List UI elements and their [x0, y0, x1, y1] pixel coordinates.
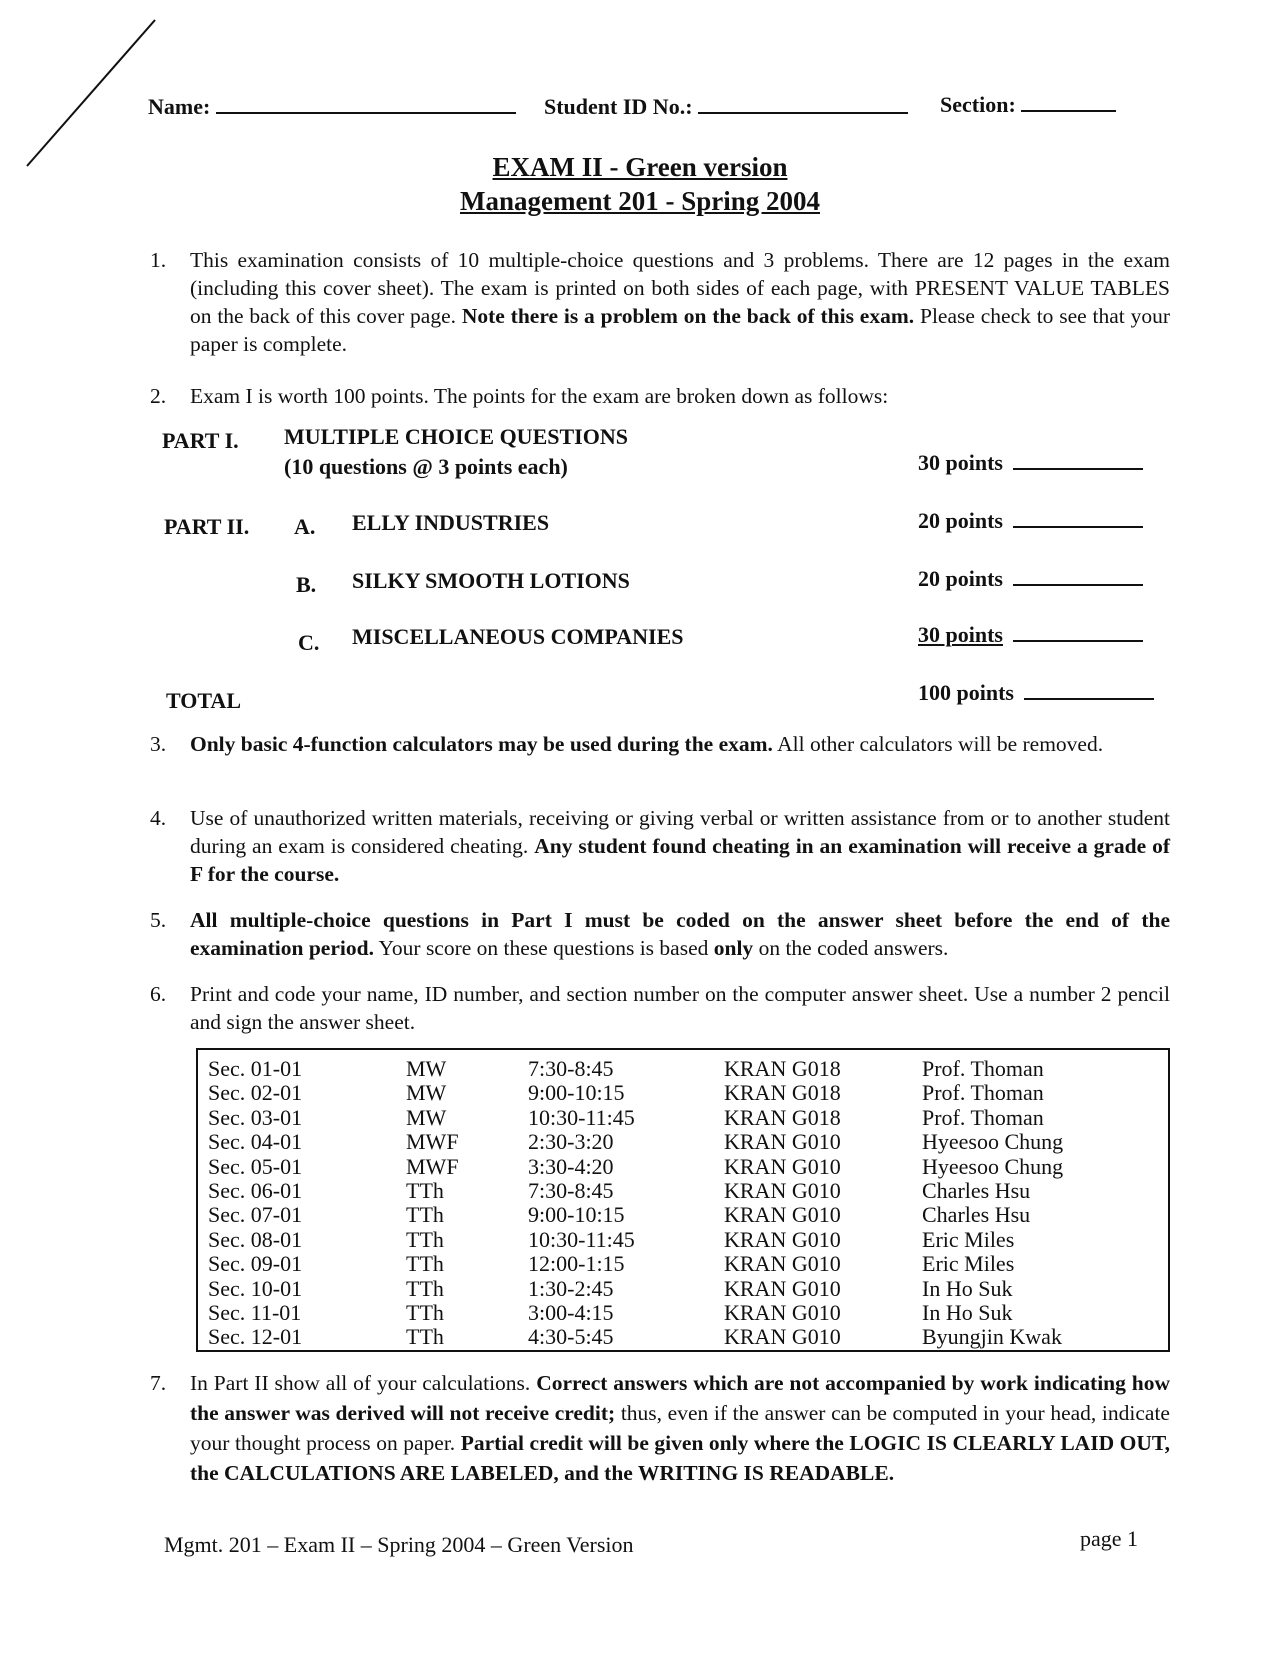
room: KRAN G010	[724, 1300, 841, 1325]
instruction-number: 5.	[150, 908, 167, 932]
section-number: Sec. 01-01	[208, 1056, 303, 1081]
instruction-text: thus, even if the answer can be computed in your head, indicate your thought process on paper.	[190, 1401, 1170, 1455]
name-field[interactable]	[148, 92, 516, 120]
meeting-days: TTh	[406, 1226, 444, 1252]
meeting-days: TTh	[406, 1300, 444, 1325]
section-number: Sec. 10-01	[208, 1275, 303, 1301]
instruction-emphasis: All multiple-choice questions in Part I must be coded on the answer sheet before the end of the examination period.	[190, 908, 1170, 960]
room: KRAN G010	[724, 1153, 841, 1179]
instruction-1	[150, 246, 1170, 358]
instruction-number: 7.	[150, 1371, 167, 1395]
instruction-emphasis: Note there is a problem on the back of this exam.	[461, 304, 915, 328]
part2c-points-row	[918, 622, 1143, 648]
instructor: Charles Hsu	[922, 1202, 1031, 1228]
section-row	[198, 1251, 1168, 1275]
section-row	[198, 1300, 1168, 1324]
instruction-number: 2.	[150, 384, 167, 408]
instruction-3	[150, 730, 1170, 758]
total-points-row	[918, 680, 1154, 706]
part2a-title: ELLY INDUSTRIES	[352, 510, 550, 535]
section-number: Sec. 04-01	[208, 1129, 303, 1155]
instruction-text: Please check to see that your paper is complete.	[190, 304, 1171, 356]
instructor: Hyeesoo Chung	[922, 1153, 1064, 1179]
instruction-text: on the coded answers.	[758, 936, 949, 960]
section-row	[198, 1227, 1168, 1251]
instruction-emphasis: Correct answers which are not accompanied by work indicating how the answer was derived will not receive credit;	[190, 1371, 1171, 1425]
meeting-days: TTh	[406, 1275, 444, 1301]
instructor: Prof. Thoman	[922, 1056, 1044, 1081]
meeting-days: TTh	[406, 1251, 444, 1277]
meeting-days: TTh	[406, 1202, 444, 1228]
meeting-time: 10:30-11:45	[528, 1226, 635, 1252]
room: KRAN G010	[724, 1275, 841, 1301]
room: KRAN G018	[724, 1056, 841, 1081]
section-label: Section:	[940, 92, 1016, 117]
total-points: 100 points	[918, 680, 1014, 705]
meeting-days: MWF	[406, 1129, 459, 1155]
part2a-points-row	[918, 508, 1143, 534]
section-number: Sec. 06-01	[208, 1178, 303, 1203]
meeting-time: 3:30-4:20	[528, 1153, 614, 1179]
section-number: Sec. 02-01	[208, 1080, 303, 1106]
part2b-points-row	[918, 566, 1143, 592]
meeting-days: MW	[406, 1056, 447, 1081]
score-blank[interactable]	[1013, 450, 1143, 470]
instruction-emphasis: Any student found cheating in an examination will receive a grade of F for the course.	[190, 834, 1171, 886]
section-schedule-table	[196, 1048, 1170, 1352]
part1-points-row	[918, 450, 1143, 476]
instruction-text: Exam I is worth 100 points. The points for the exam are broken down as follows:	[190, 384, 889, 408]
pen-slash-mark	[25, 18, 165, 168]
section-row	[198, 1276, 1168, 1300]
instruction-number: 3.	[150, 732, 167, 756]
room: KRAN G010	[724, 1226, 841, 1252]
instructor: Prof. Thoman	[922, 1104, 1044, 1130]
instruction-7	[150, 1368, 1170, 1488]
meeting-time: 3:00-4:15	[528, 1300, 614, 1325]
meeting-days: MW	[406, 1104, 447, 1130]
score-blank[interactable]	[1024, 680, 1154, 700]
meeting-time: 12:00-1:15	[528, 1251, 625, 1277]
meeting-days: TTh	[406, 1178, 444, 1203]
instruction-text: All other calculators will be removed.	[777, 732, 1104, 756]
section-row	[198, 1202, 1168, 1226]
meeting-days: MW	[406, 1080, 447, 1106]
instructor: In Ho Suk	[922, 1275, 1013, 1301]
page-number: page 1	[1080, 1526, 1139, 1551]
part2-label: PART II.	[164, 514, 250, 539]
meeting-time: 4:30-5:45	[528, 1324, 614, 1350]
instruction-text: Use of unauthorized written materials, receiving or giving verbal or written assistance from or to another student during an exam is considered cheating.	[190, 806, 1170, 858]
part1-points: 30 points	[918, 450, 1003, 475]
instruction-emphasis: Only basic 4-function calculators may be used during the exam.	[190, 732, 773, 756]
instruction-emphasis: Partial credit will be given only where the LOGIC IS CLEARLY LAID OUT, the CALCULATIONS ARE LABELED, and the WRITING IS READABLE.	[190, 1431, 1170, 1485]
score-blank[interactable]	[1013, 566, 1143, 586]
instructor: In Ho Suk	[922, 1300, 1013, 1325]
instructor: Eric Miles	[922, 1226, 1015, 1252]
instruction-5	[150, 906, 1170, 962]
instruction-emphasis: only	[713, 936, 754, 960]
student-id-blank[interactable]	[698, 92, 908, 114]
section-row	[198, 1154, 1168, 1178]
section-row	[198, 1080, 1168, 1104]
instructor: Hyeesoo Chung	[922, 1129, 1064, 1155]
part2c-title: MISCELLANEOUS COMPANIES	[352, 624, 684, 649]
instructor: Prof. Thoman	[922, 1080, 1044, 1106]
student-id-field[interactable]	[544, 92, 908, 120]
section-row	[198, 1105, 1168, 1129]
instruction-number: 6.	[150, 982, 167, 1006]
instruction-number: 1.	[150, 248, 167, 272]
part2b-letter: B.	[296, 572, 317, 597]
score-blank[interactable]	[1013, 622, 1143, 642]
part1-label: PART I.	[162, 428, 239, 453]
name-blank[interactable]	[216, 92, 516, 114]
part2a-points: 20 points	[918, 508, 1003, 533]
room: KRAN G010	[724, 1129, 841, 1155]
instruction-text: In Part II show all of your calculations.	[190, 1371, 531, 1395]
part1-subtitle: (10 questions @ 3 points each)	[284, 454, 568, 479]
section-field[interactable]	[940, 90, 1116, 118]
part2a-letter: A.	[294, 514, 316, 539]
total-label: TOTAL	[166, 688, 241, 713]
section-number: Sec. 05-01	[208, 1153, 303, 1179]
section-number: Sec. 09-01	[208, 1251, 303, 1277]
part2b-title: SILKY SMOOTH LOTIONS	[352, 568, 630, 593]
instructor: Eric Miles	[922, 1251, 1015, 1277]
part1-title: MULTIPLE CHOICE QUESTIONS	[284, 424, 628, 449]
meeting-time: 1:30-2:45	[528, 1275, 614, 1301]
footer-course-info: Mgmt. 201 – Exam II – Spring 2004 – Green Version	[164, 1532, 634, 1557]
meeting-time: 9:00-10:15	[528, 1202, 625, 1228]
section-blank[interactable]	[1021, 90, 1116, 112]
course-title: Management 201 - Spring 2004	[460, 186, 820, 216]
section-row	[198, 1324, 1168, 1348]
room: KRAN G018	[724, 1080, 841, 1106]
instructor: Byungjin Kwak	[922, 1324, 1062, 1350]
section-row	[198, 1056, 1168, 1080]
section-number: Sec. 08-01	[208, 1226, 303, 1252]
part2b-points: 20 points	[918, 566, 1003, 591]
meeting-time: 2:30-3:20	[528, 1129, 614, 1155]
student-id-label: Student ID No.:	[544, 94, 693, 119]
meeting-time: 7:30-8:45	[528, 1056, 614, 1081]
instruction-text: Your score on these questions is based	[378, 936, 709, 960]
room: KRAN G018	[724, 1104, 841, 1130]
part2c-letter: C.	[298, 630, 320, 655]
section-number: Sec. 07-01	[208, 1202, 303, 1228]
instruction-4	[150, 804, 1170, 888]
meeting-days: TTh	[406, 1324, 444, 1350]
instructor: Charles Hsu	[922, 1178, 1031, 1203]
meeting-days: MWF	[406, 1153, 459, 1179]
score-blank[interactable]	[1013, 508, 1143, 528]
instruction-text: Print and code your name, ID number, and section number on the computer answer sheet. Use a number 2 pencil and sign the answer sheet.	[190, 982, 1170, 1034]
section-number: Sec. 03-01	[208, 1104, 303, 1130]
room: KRAN G010	[724, 1251, 841, 1277]
name-label: Name:	[148, 94, 211, 119]
meeting-time: 9:00-10:15	[528, 1080, 625, 1106]
meeting-time: 10:30-11:45	[528, 1104, 635, 1130]
section-number: Sec. 12-01	[208, 1324, 303, 1350]
instruction-2	[150, 382, 1170, 410]
instruction-text: This examination consists of 10 multiple-choice questions and 3 problems. There are 12 pages in the exam (including this cover sheet). The exam is printed on both sides of each page, with PRESENT VALUE TABLES on the back of this cover page.	[190, 248, 1170, 328]
instruction-number: 4.	[150, 806, 167, 830]
exam-title: EXAM II - Green version	[492, 152, 788, 182]
instruction-6	[150, 980, 1170, 1036]
section-number: Sec. 11-01	[208, 1300, 302, 1325]
part2c-points: 30 points	[918, 622, 1003, 647]
room: KRAN G010	[724, 1202, 841, 1228]
room: KRAN G010	[724, 1178, 841, 1203]
room: KRAN G010	[724, 1324, 841, 1350]
section-row	[198, 1129, 1168, 1153]
section-row	[198, 1178, 1168, 1202]
meeting-time: 7:30-8:45	[528, 1178, 614, 1203]
